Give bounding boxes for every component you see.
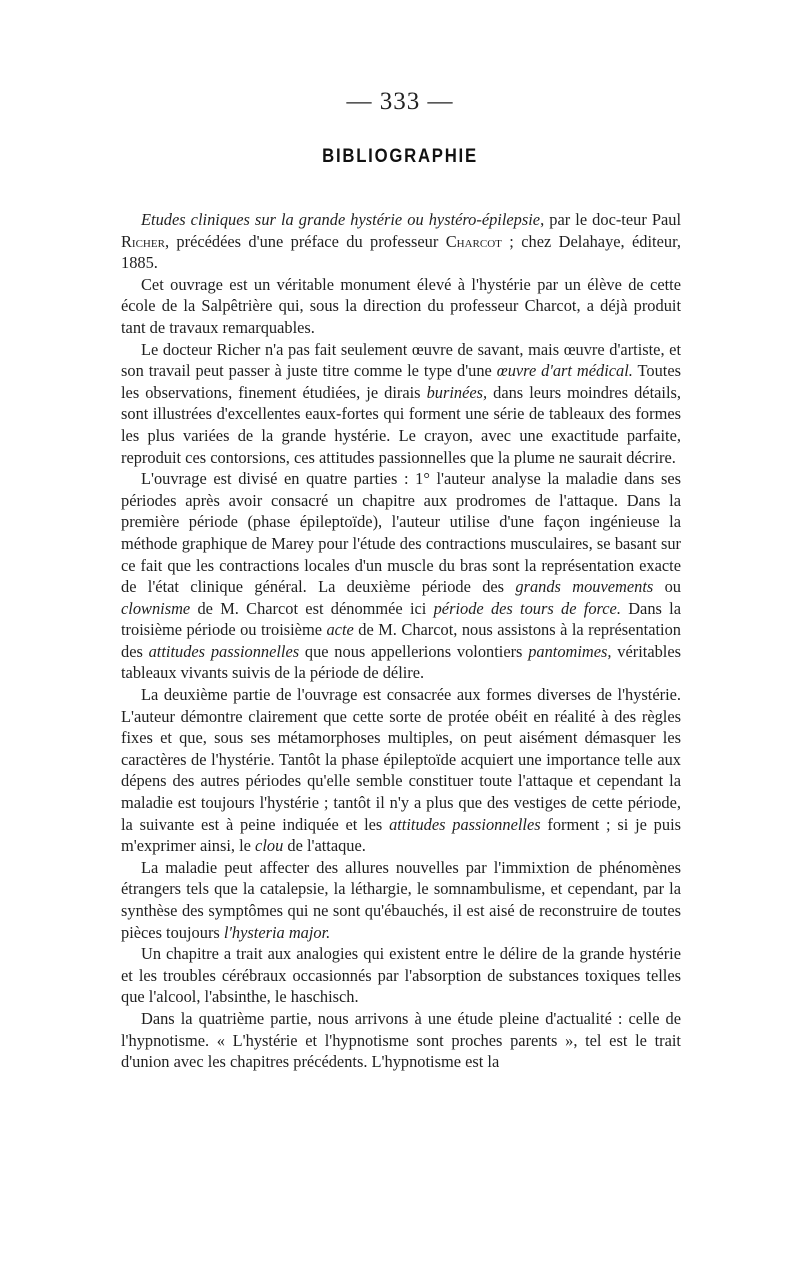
italic-phrase: acte	[326, 620, 354, 640]
text-run: , par le doc-teur Paul	[540, 210, 681, 229]
italic-phrase: pantomimes,	[528, 641, 612, 661]
italic-phrase: attitudes passionnelles	[148, 641, 300, 661]
italic-phrase: l'hysteria major.	[223, 922, 331, 942]
prefacer-name: Charcot	[445, 231, 502, 251]
text-run: ou	[653, 577, 681, 597]
text-run: La deuxième partie de l'ouvrage est consacrée aux formes diverses de l'hystérie. L'auteur démontre clairement que cette sorte de protée obéit en réalité à des règles fixes et que, sous ses métamorphoses multiples, on peut aisément démasquer les caractères de l'hystérie. Tantôt la phase épileptoïde acquiert une importance telle aux dépens des autres périodes qu'elle semble constituer toute l'attaque et cependant la maladie est toujours l'hystérie ; tantôt il n'y a plus que des vestiges de cette période, la suivante est à peine indiquée et les	[121, 685, 681, 834]
text-run: , précédées d'une préface du professeur	[164, 231, 446, 251]
paragraph-7: Un chapitre a trait aux analogies qui existent entre le délire de la grande hystérie et les troubles cérébraux occasionnés par l'absorption de substances toxiques telles que l'alcool, l'absinthe, le haschisch.	[121, 944, 681, 1007]
text-run: ; chez Delahaye, éditeur, 1885.	[121, 231, 681, 273]
paragraph-6	[121, 857, 681, 943]
italic-phrase: attitudes passionnelles	[389, 814, 541, 834]
italic-phrase: période des tours de force.	[433, 598, 621, 618]
text-run: de l'attaque.	[283, 836, 366, 856]
text-run: L'ouvrage est divisé en quatre parties : 1° l'auteur analyse la maladie dans ses périodes après avoir consacré un chapitre aux prodromes de l'attaque. Dans la première période (phase épileptoïde), l'auteur utilise d'une façon ingénieuse la méthode graphique de Marey pour l'étude des contractions musculaires, se basant sur ce fait que les contractions locales d'un muscle du bras sont la représentation exacte de l'état clinique général. La deuxième période des	[121, 469, 681, 597]
text-run: que nous appellerions volontiers	[299, 641, 529, 661]
paragraph-5	[121, 684, 681, 857]
paragraph-4	[121, 468, 681, 684]
page-number: — 333 —	[346, 88, 454, 115]
author-name: Richer	[121, 231, 165, 251]
text-run: Le docteur Richer n'a pas fait seulement œuvre de savant, mais œuvre d'artiste, et son travail peut passer à juste titre comme le type d'une	[121, 339, 681, 381]
paragraph-1	[121, 209, 681, 274]
section-title: BIBLIOGRAPHIE	[322, 146, 478, 167]
paragraph-2: Cet ouvrage est un véritable monument élevé à l'hystérie par un élève de cette école de la Salpêtrière qui, sous la direction du professeur Charcot, a déjà produit tant de travaux remarquables.	[121, 274, 681, 337]
paragraph-8: Dans la quatrième partie, nous arrivons à une étude pleine d'actualité : celle de l'hypnotisme. « L'hystérie et l'hypnotisme sont proches parents », tel est le trait d'union avec les chapitres précédents. L'hypnotisme est la	[121, 1008, 681, 1072]
italic-phrase: œuvre d'art médical.	[496, 361, 633, 381]
text-run: dans leurs moindres détails, sont illustrées d'excellentes eaux-fortes qui forment une série de tableaux des formes les plus variées de la grande hystérie. Le crayon, avec une exactitude parfaite, reproduit ces contorsions, ces attitudes passionnelles que la plume ne saurait décrire.	[121, 382, 681, 467]
italic-phrase: grands mouvements	[515, 577, 654, 597]
italic-phrase: clownisme	[121, 598, 191, 618]
italic-phrase: clou	[255, 836, 284, 856]
text-run: de M. Charcot, nous assistons à la représentation des	[121, 620, 681, 661]
text-run: La maladie peut affecter des allures nouvelles par l'immixtion de phénomènes étrangers tels que la catalepsie, la léthargie, le somnambulisme, et cependant, par la synthèse des symptômes qui ne sont qu'ébauchés, il est aisé de reconstruire de toutes pièces toujours	[121, 857, 681, 942]
text-run: véritables tableaux vivants suivis de la période de délire.	[121, 641, 681, 683]
text-run: Dans la troisième période ou troisième	[121, 598, 681, 640]
paragraph-3	[121, 339, 681, 469]
text-run: Toutes les observations, finement étudiées, je dirais	[121, 361, 681, 402]
text-run: forment ; si je puis m'exprimer ainsi, le	[121, 814, 681, 856]
body-text	[121, 209, 681, 1073]
italic-phrase: burinées,	[426, 382, 488, 402]
text-run: de M. Charcot est dénommée ici	[190, 598, 434, 618]
book-title: Etudes cliniques sur la grande hystérie ou hystéro-épilepsie	[141, 210, 541, 229]
